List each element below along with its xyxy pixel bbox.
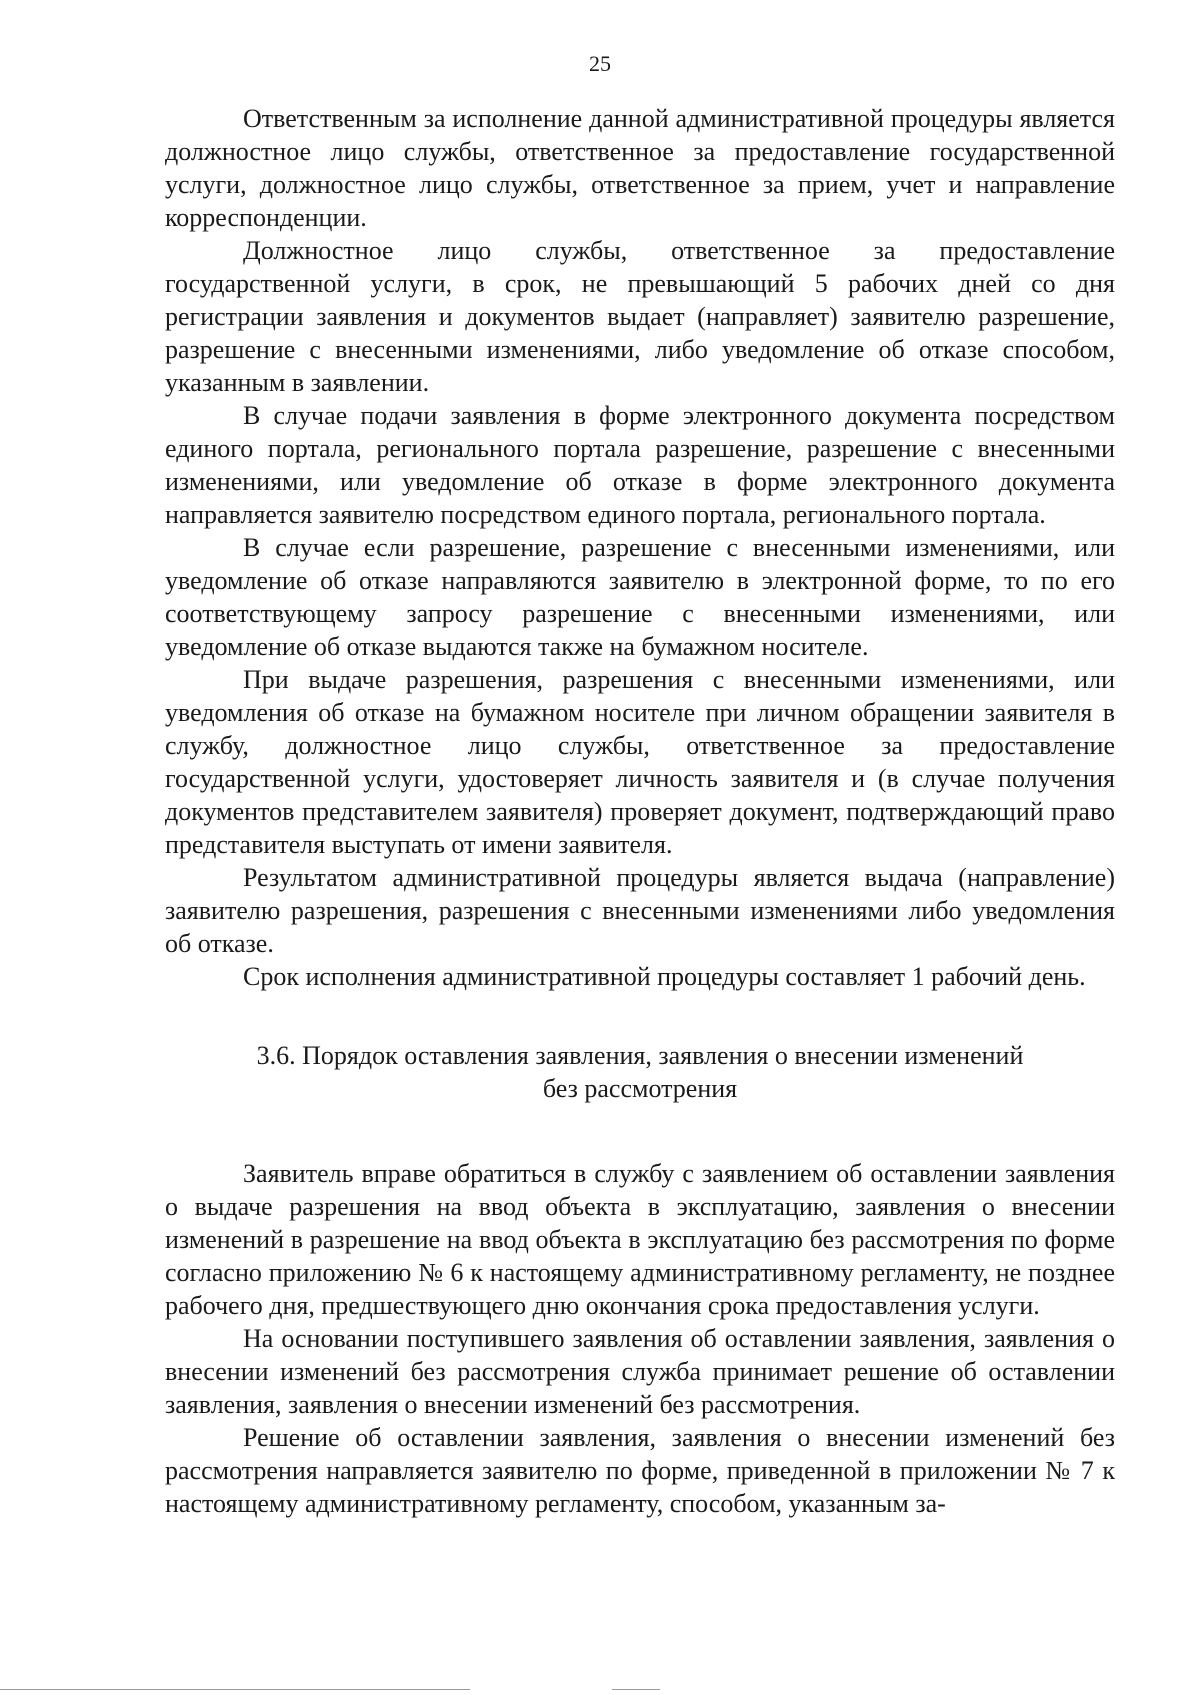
section-heading-line: без рассмотрения [542, 1074, 738, 1103]
section-heading [165, 1039, 1115, 1105]
scan-artifact-line [612, 1689, 660, 1690]
paragraph: На основании поступившего заявления об оставлении заявления, заявления о внесении изменений без рассмотрения служба принимает решение об оставлении заявления, заявления о внесении изменений без рассмотрения. [165, 1324, 1115, 1419]
paragraph: При выдаче разрешения, разрешения с внесенными изменениями, или уведомления об отказе на бумажном носителе при личном обращении заявителя в службу, должностное лицо службы, ответственное за предоставление государственной услуги, удостоверяет личность заявителя и (в случае получения документов представителем заявителя) проверяет документ, подтверждающий право представителя выступать от имени заявителя. [165, 665, 1115, 859]
paragraph: Заявитель вправе обратиться в службу с заявлением об оставлении заявления о выдаче разрешения на ввод объекта в эксплуатацию, заявления о внесении изменений в разрешение на ввод объекта в эксплуатацию без рассмотрения по форме согласно приложению № 6 к настоящему административному регламенту, не позднее рабочего дня, предшествующего дню окончания срока предоставления услуги. [165, 1159, 1115, 1320]
paragraph: В случае если разрешение, разрешение с внесенными изменениями, или уведомление об отказе направляются заявителю в электронной форме, то по его соответствующему запросу разрешение с внесенными изменениями, или уведомление об отказе выдаются также на бумажном носителе. [165, 533, 1115, 661]
page-number: 25 [589, 51, 611, 76]
paragraph: Решение об оставлении заявления, заявления о внесении изменений без рассмотрения направляется заявителю по форме, приведенной в приложении № 7 к настоящему административному регламенту, способом, указанным за- [165, 1423, 1115, 1518]
paragraph: Срок исполнения административной процедуры составляет 1 рабочий день. [243, 962, 1086, 991]
section-heading-line: 3.6. Порядок оставления заявления, заявления о внесении изменений [256, 1041, 1024, 1070]
scan-artifact-line [0, 1689, 470, 1690]
paragraph: Должностное лицо службы, ответственное за предоставление государственной услуги, в срок, не превышающий 5 рабочих дней со дня регистрации заявления и документов выдает (направляет) заявителю разрешение, разрешение с внесенными изменениями, либо уведомление об отказе способом, указанным в заявлении. [165, 236, 1115, 397]
paragraph: В случае подачи заявления в форме электронного документа посредством единого портала, регионального портала разрешение, разрешение с внесенными изменениями, или уведомление об отказе в форме электронного документа направляется заявителю посредством единого портала, регионального портала. [165, 401, 1115, 529]
paragraph: Ответственным за исполнение данной административной процедуры является должностное лицо службы, ответственное за предоставление государственной услуги, должностное лицо службы, ответственное за прием, учет и направление корреспонденции. [165, 104, 1115, 232]
document-body [165, 102, 1115, 1520]
paragraph: Результатом административной процедуры является выдача (направление) заявителю разрешения, разрешения с внесенными изменениями либо уведомления об отказе. [165, 863, 1115, 958]
